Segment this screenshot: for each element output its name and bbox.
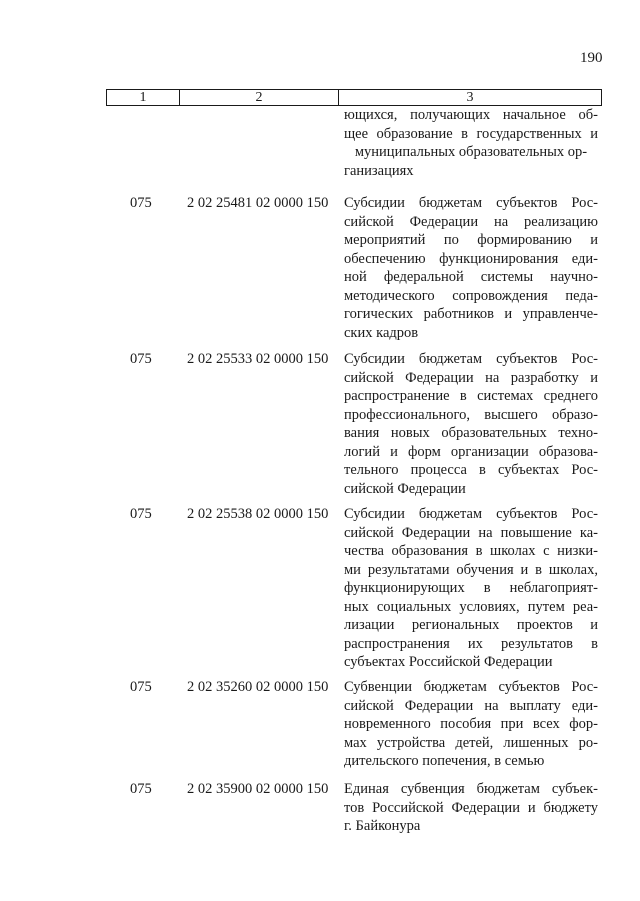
kbk-code: 2 02 25481 02 0000 150 — [187, 195, 329, 211]
description-line: тельного процесса в субъектах Рос- — [344, 462, 598, 478]
description-line: сийской Федерации на реализацию — [344, 213, 598, 230]
column-header-1: 1 — [107, 90, 180, 106]
description-line: ганизациях — [344, 162, 414, 179]
entry-description — [344, 678, 598, 771]
description-line: Субсидии бюджетам субъектов Рос- — [344, 351, 598, 367]
description-line: вания новых образовательных техно- — [344, 425, 598, 441]
entry-description — [344, 505, 598, 672]
admin-code: 075 — [130, 781, 152, 797]
description-line: ми результатами обучения и в школах, — [344, 561, 598, 578]
page-number: 190 — [580, 50, 603, 66]
description-line: методического сопровождения педа- — [344, 287, 598, 304]
description-line: ющихся, получающих начальное об- — [344, 107, 598, 123]
description-line: обеспечению функционирования еди- — [344, 250, 598, 267]
description-line: Субсидии бюджетам субъектов Рос- — [344, 195, 598, 211]
entry-description — [344, 350, 598, 498]
description-line: дительского попечения, в семью — [344, 753, 545, 769]
description-line: профессионального, высшего образо- — [344, 406, 598, 423]
description-line: субъектах Российской Федерации — [344, 654, 553, 670]
description-line: сийской Федерации на выплату еди- — [344, 697, 598, 714]
description-line: г. Байконура — [344, 818, 421, 834]
kbk-code: 2 02 25538 02 0000 150 — [187, 506, 329, 522]
kbk-code: 2 02 25533 02 0000 150 — [187, 351, 329, 367]
description-line: сийской Федерации на повышение ка- — [344, 524, 598, 541]
continuation-description — [344, 106, 598, 180]
description-line: тов Российской Федерации и бюджету — [344, 799, 598, 816]
admin-code: 075 — [130, 506, 152, 522]
entry-description — [344, 780, 598, 836]
column-header-row — [107, 90, 602, 106]
description-line: Субвенции бюджетам субъектов Рос- — [344, 679, 598, 695]
description-line: распространения их результатов в — [344, 635, 598, 652]
description-line: муниципальных образовательных ор- — [354, 144, 588, 160]
description-line: сийской Федерации — [344, 480, 466, 497]
description-line: чества образования в школах с низки- — [344, 543, 598, 559]
kbk-code: 2 02 35900 02 0000 150 — [187, 781, 329, 797]
description-line: мероприятий по формированию и — [344, 232, 598, 248]
description-line: ских кадров — [344, 324, 419, 341]
column-header-3: 3 — [339, 90, 602, 106]
description-line: лизации региональных проектов и — [344, 617, 598, 633]
description-line: щее образование в государственных и — [344, 125, 598, 142]
description-line: распространение в системах среднего — [344, 388, 598, 404]
description-line: гогических работников и управленче- — [344, 306, 598, 322]
admin-code: 075 — [130, 679, 152, 695]
description-line: Единая субвенция бюджетам субъек- — [344, 781, 598, 797]
column-header-table — [106, 89, 602, 106]
description-line: логий и форм организации образова- — [344, 443, 598, 460]
description-line: сийской Федерации на разработку и — [344, 369, 598, 386]
description-line: Субсидии бюджетам субъектов Рос- — [344, 506, 598, 522]
description-line: ных социальных условиях, путем реа- — [344, 598, 598, 615]
admin-code: 075 — [130, 195, 152, 211]
admin-code: 075 — [130, 351, 152, 367]
description-line: новременного пособия при всех фор- — [344, 716, 598, 732]
description-line: ной федеральной системы научно- — [344, 269, 598, 285]
description-line: функционирующих в неблагоприят- — [344, 580, 598, 596]
column-header-2: 2 — [180, 90, 339, 106]
kbk-code: 2 02 35260 02 0000 150 — [187, 679, 329, 695]
description-line: мах устройства детей, лишенных ро- — [344, 734, 598, 751]
entry-description — [344, 194, 598, 342]
